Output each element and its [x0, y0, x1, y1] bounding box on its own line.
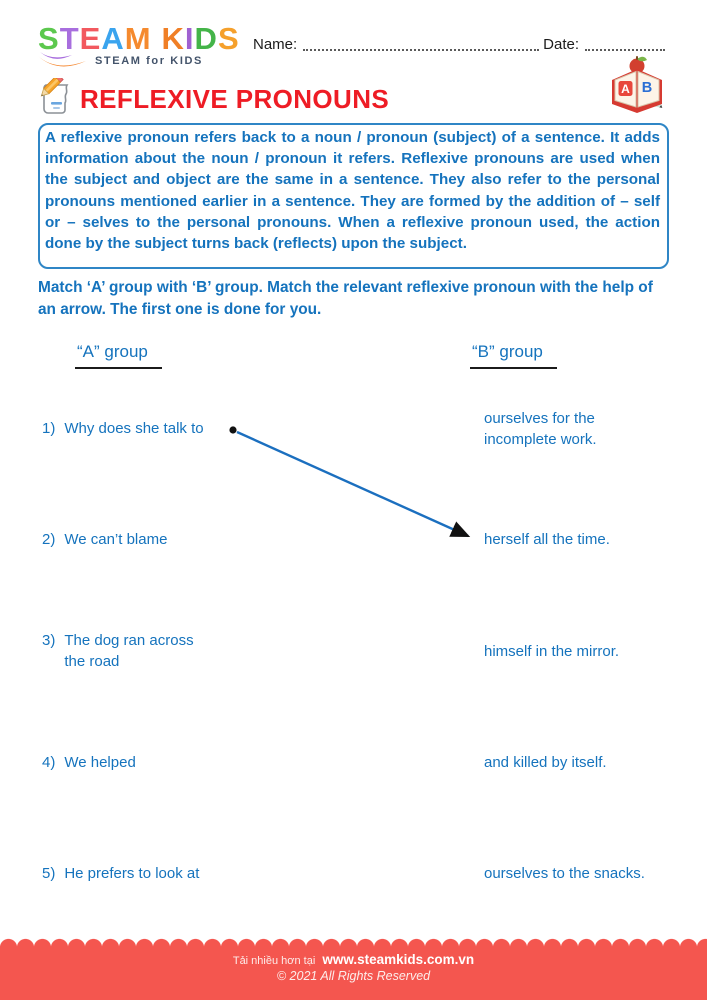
item-number: 4) — [42, 754, 56, 771]
item-text: We can’t blame — [64, 531, 168, 548]
pencil-note-icon — [36, 78, 76, 118]
name-field-line[interactable] — [303, 39, 539, 51]
match-item-b2[interactable] — [484, 529, 679, 550]
item-text: The dog ran across — [64, 632, 194, 649]
logo-subtitle: STEAM for KIDS — [95, 55, 203, 67]
item-text: ourselves for the — [484, 410, 595, 427]
match-item-a5[interactable] — [42, 863, 252, 884]
date-label: Date: — [543, 36, 579, 53]
date-field-line[interactable] — [585, 39, 665, 51]
logo-letter: S — [38, 21, 60, 56]
svg-text:B: B — [641, 80, 653, 96]
item-text: ourselves to the snacks. — [484, 865, 645, 882]
logo-letter: I — [184, 21, 195, 56]
svg-text:A: A — [621, 82, 630, 96]
logo-letter: A — [101, 21, 125, 56]
item-text: He prefers to look at — [64, 865, 200, 882]
item-text: herself all the time. — [484, 531, 610, 548]
logo-letter: E — [79, 21, 102, 56]
footer-url[interactable]: www.steamkids.com.vn — [322, 952, 475, 967]
match-item-b3[interactable] — [484, 641, 679, 662]
match-item-b4[interactable] — [484, 752, 679, 773]
logo-letter: T — [59, 21, 80, 56]
item-text: Why does she talk to — [64, 420, 204, 437]
footer-more-text: Tải nhiều hơn tại — [232, 955, 316, 967]
item-text: himself in the mirror. — [484, 643, 620, 660]
match-item-a4[interactable] — [42, 752, 252, 773]
footer-bar — [0, 947, 707, 1000]
definition-box — [38, 123, 669, 269]
page-title: REFLEXIVE PRONOUNS — [80, 84, 390, 114]
group-a-header: “A” group — [75, 342, 162, 369]
match-item-a3[interactable]: 3) The dog ran across the road — [42, 632, 194, 670]
match-item-b1[interactable]: ourselves for the incomplete work. — [484, 408, 679, 450]
item-number: 5) — [42, 865, 56, 882]
item-number: 1) — [42, 420, 56, 437]
logo-letter: K — [161, 21, 185, 56]
item-text: We helped — [64, 754, 136, 771]
item-number: 3) — [42, 632, 56, 649]
item-number: 2) — [42, 531, 56, 548]
name-date-row — [253, 36, 669, 54]
item-text: and killed by itself. — [484, 754, 607, 771]
abc-book-icon — [605, 54, 669, 116]
instructions-text: Match ‘A’ group with ‘B’ group. Match the relevant reflexive pronoun with the help of an arrow. The first one is done for you. — [38, 279, 653, 318]
group-b-header: “B” group — [470, 342, 557, 369]
match-item-b5[interactable] — [484, 863, 679, 884]
logo-swoosh-icon — [36, 50, 100, 70]
logo-letter: S — [217, 21, 240, 56]
name-label: Name: — [253, 36, 298, 53]
match-item-a1[interactable] — [42, 418, 252, 439]
match-item-a2[interactable] — [42, 529, 252, 550]
logo-letter: D — [194, 21, 218, 56]
footer-copyright: © 2021 All Rights Reserved — [276, 969, 431, 983]
steam-kids-logo — [38, 21, 240, 67]
logo-letter: M — [124, 21, 152, 56]
definition-text: A reflexive pronoun refers back to a noun / pronoun (subject) of a sentence. It adds information about the noun / pronoun it refers. Reflexive pronouns are used when the subject and object are the same in a sentence. They also refer to the personal pronouns mentioned earlier in a sentence. They are formed by the addition of – self or – selves to the personal pronouns. When a reflexive pronoun used, the action done by the subject turns back (reflects) upon the subject. — [45, 129, 660, 253]
